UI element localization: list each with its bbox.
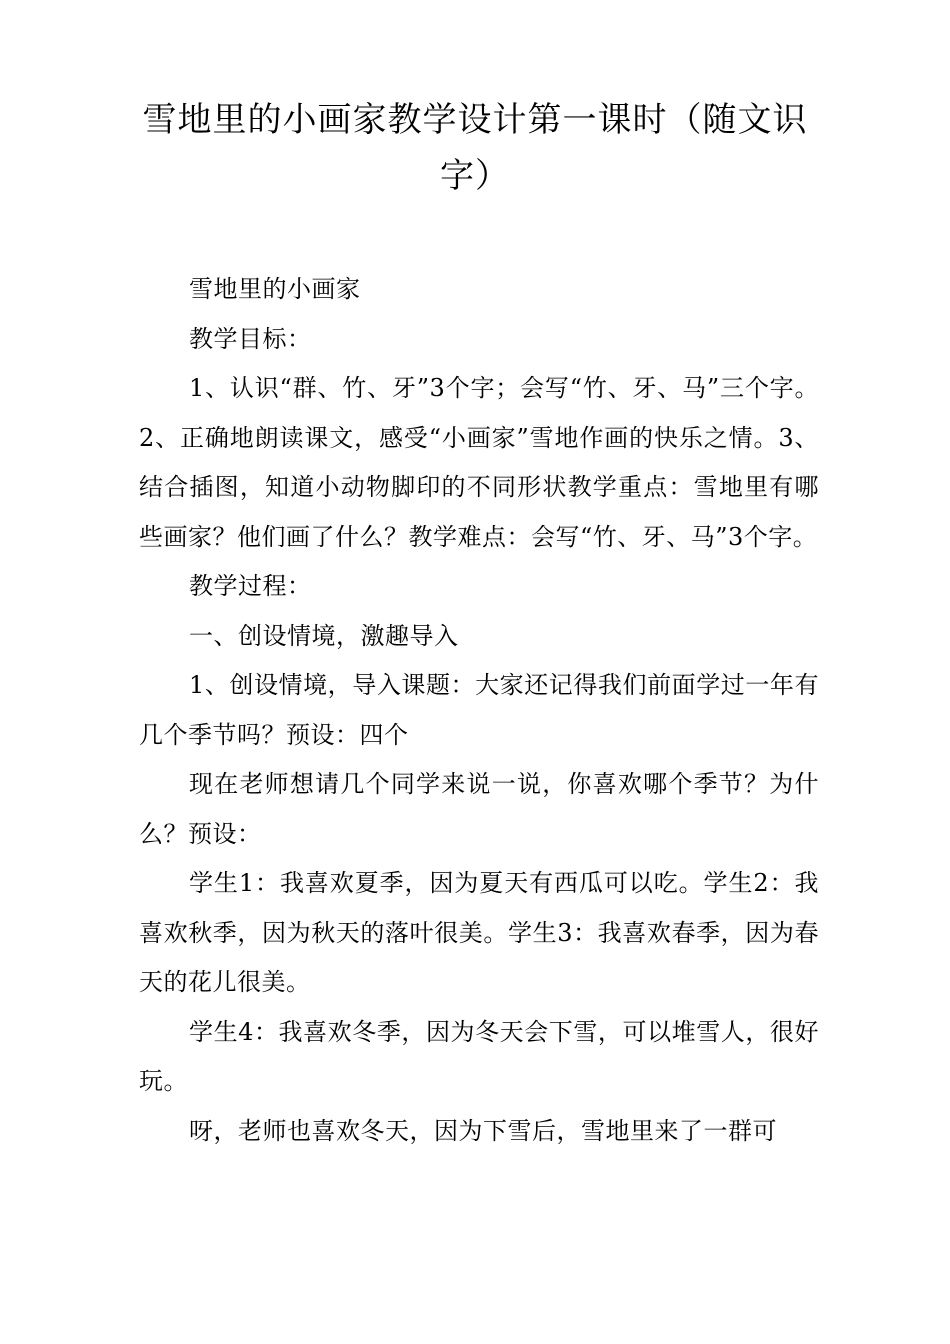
document-body [139,265,819,1156]
paragraph-student-answers: 学生1：我喜欢夏季，因为夏天有西瓜可以吃。学生2：我喜欢秋季，因为秋天的落叶很美。学生3：我喜欢春季，因为春天的花儿很美。 [139,869,819,996]
paragraph-student-four: 学生4：我喜欢冬季，因为冬天会下雪，可以堆雪人，很好玩。 [139,1017,819,1095]
paragraph-intro-question: 1、创设情境，导入课题：大家还记得我们前面学过一年有几个季节吗？预设：四个 [139,671,819,749]
paragraph-objectives-heading: 教学目标： [189,324,312,353]
paragraph-section-one-heading: 一、创设情境，激趣导入 [189,621,459,650]
paragraph-lesson-name: 雪地里的小画家 [189,275,361,303]
document-title: 雪地里的小画家教学设计第一课时（随文识字） [142,100,808,196]
paragraph-season-question: 现在老师想请几个同学来说一说，你喜欢哪个季节？为什么？预设： [139,770,819,848]
paragraph-teacher-winter: 呀，老师也喜欢冬天，因为下雪后，雪地里来了一群可 [189,1116,777,1145]
paragraph-process-heading: 教学过程： [189,572,312,600]
paragraph-objectives: 1、认识“群、竹、牙”3个字；会写“竹、牙、马”三个字。2、正确地朗读课文，感受“小画家”雪地作画的快乐之情。3、结合插图，知道小动物脚印的不同形状教学重点：雪地里有哪些画家？他们画了什么？教学难点：会写“竹、牙、马”3个字。 [139,374,819,551]
